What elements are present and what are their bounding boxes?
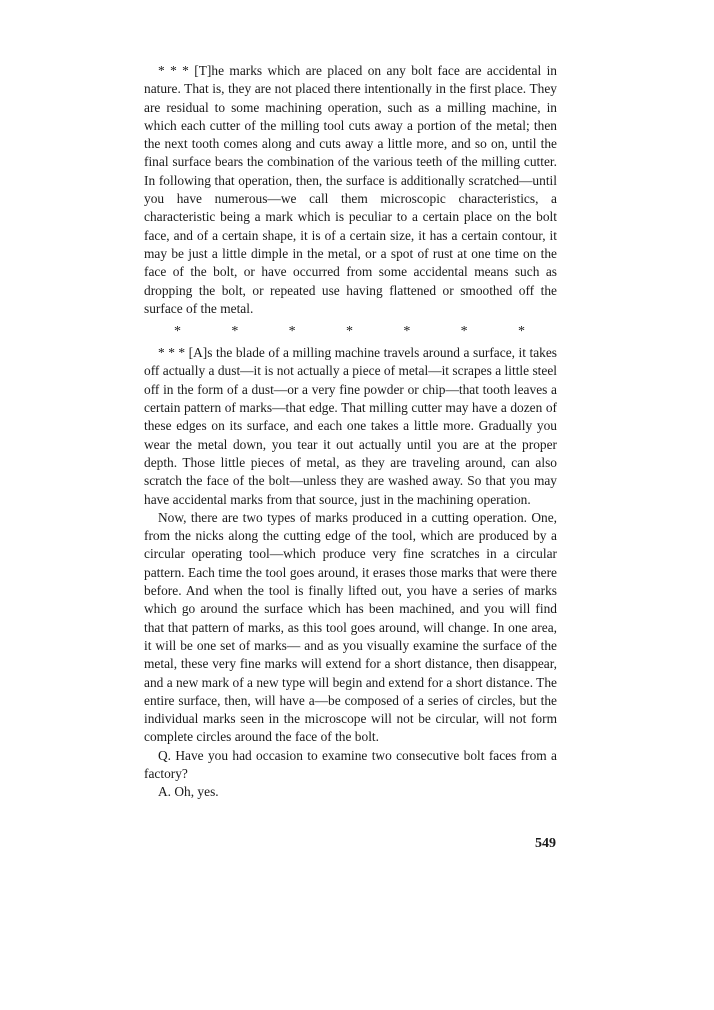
ellipsis-star: * (231, 324, 239, 340)
ellipsis-star: * (460, 324, 468, 340)
ellipsis-star: * (288, 324, 296, 340)
ellipsis-star: * (345, 324, 353, 340)
question-consecutive-bolt-faces: Q. Have you had occasion to examine two consecutive bolt faces from a factory? (144, 747, 557, 781)
document-page (144, 62, 557, 802)
ellipsis-star: * (174, 324, 181, 340)
paragraph-two-types-of-marks: Now, there are two types of marks produced in a cutting operation. One, from the nicks along the cutting edge of the tool, which are produced by a circular operating tool—which produce very fine scratches in a circular pattern. Each time the tool goes around, it erases those marks that were there before. And when the tool is finally lifted out, you have a series of marks which go around the surface which has been machined, and you will find that that pattern of marks, as this tool goes around, will change. In one area, it will be one set of marks— and as you visually examine the surface of the metal, these very fine marks will extend for a short distance, then disappear, and a new mark of a new type will begin and extend for a short distance. The entire surface, then, will have a—be composed of a series of circles, but the individual marks seen in the microscope will not be circular, will not form complete circles around the face of the bolt. (144, 509, 557, 745)
paragraph-bolt-face-marks: * * * [T]he marks which are placed on any bolt face are accidental in nature. That is, they are not placed there intentionally in the first place. They are residual to some machining operation, such as a milling machine, in which each cutter of the milling tool cuts away a portion of the metal; then the next tooth comes along and cuts away a little more, and so on, until the final surface bears the combination of the various teeth of the milling cutter. In following that operation, then, the surface is additionally scratched—until you have numerous—we call them microscopic characteristics, a characteristic being a mark which is peculiar to a certain place on the bolt face, and of a certain shape, it is of a certain size, it has a certain contour, it may be just a little dimple in the metal, or a spot of rust at one time on the face of the bolt, or have occurred from some accidental means such as dropping the bolt, or repeated use having flattened or smoothed off the surface of the metal. (144, 63, 557, 316)
ellipsis-star: * (403, 324, 411, 340)
ellipsis-separator (144, 324, 557, 340)
page-number: 549 (535, 836, 556, 851)
paragraph-milling-blade: * * * [A]s the blade of a milling machine travels around a surface, it takes off actually a dust—it is not actually a piece of metal—it scrapes a little steel off in the form of a dust—or a very fine powder or chip—that tooth leaves a certain pattern of marks—that edge. That milling cutter may have a dozen of these edges on its surface, and each one takes a little more. Gradually you wear the metal down, you tear it out actually until you are at the proper depth. Those little pieces of metal, as they are traveling around, can also scratch the face of the bolt—unless they are washed away. So that you may have accidental marks from that source, just in the machining operation. (144, 345, 557, 507)
answer-oh-yes: A. Oh, yes. (158, 784, 219, 800)
ellipsis-star: * (517, 324, 525, 340)
